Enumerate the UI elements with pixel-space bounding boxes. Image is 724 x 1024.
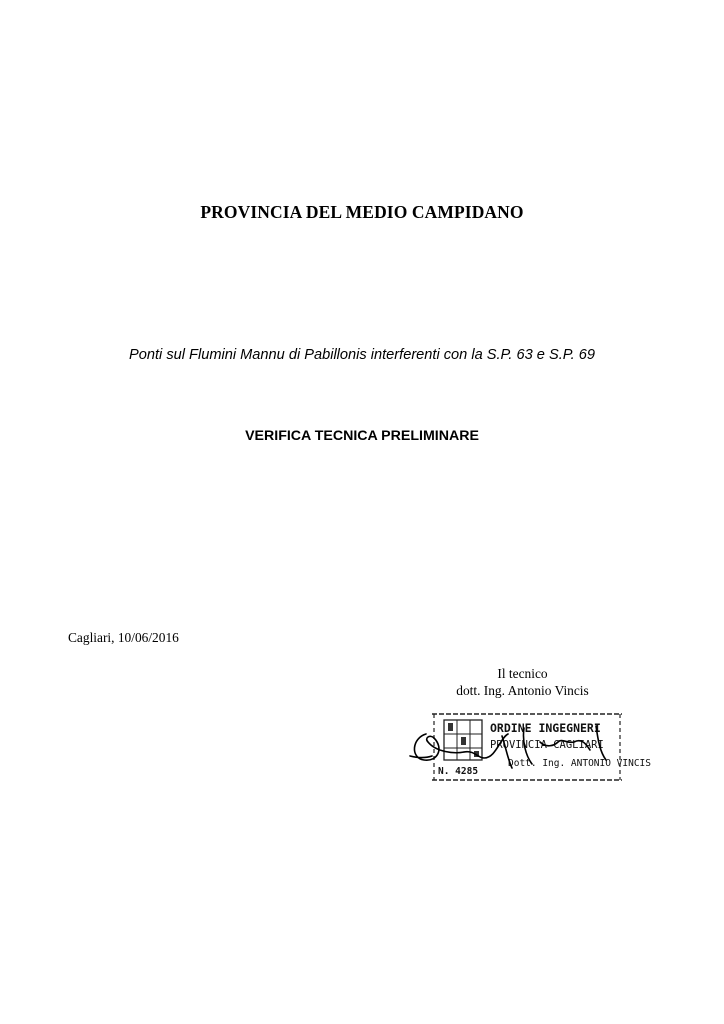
stamp-line-3: Dott. Ing. ANTONIO VINCIS	[508, 758, 651, 769]
project-subtitle: Ponti sul Flumini Mannu di Pabillonis interferenti con la S.P. 63 e S.P. 69	[129, 347, 595, 363]
page-title: PROVINCIA DEL MEDIO CAMPIDANO	[200, 202, 524, 222]
signature-block	[420, 665, 625, 699]
signer-role: Il tecnico	[497, 666, 548, 681]
document-type-heading: VERIFICA TECNICA PRELIMINARE	[245, 428, 479, 444]
professional-stamp	[404, 708, 651, 786]
stamp-graphic	[404, 708, 651, 786]
stamp-line-2: PROVINCIA CAGLIARI	[490, 739, 604, 751]
stamp-number: N. 4285	[438, 766, 479, 777]
stamp-line-1: ORDINE INGEGNERI	[490, 721, 601, 735]
place-and-date: Cagliari, 10/06/2016	[68, 630, 179, 645]
signer-name: dott. Ing. Antonio Vincis	[456, 683, 589, 698]
